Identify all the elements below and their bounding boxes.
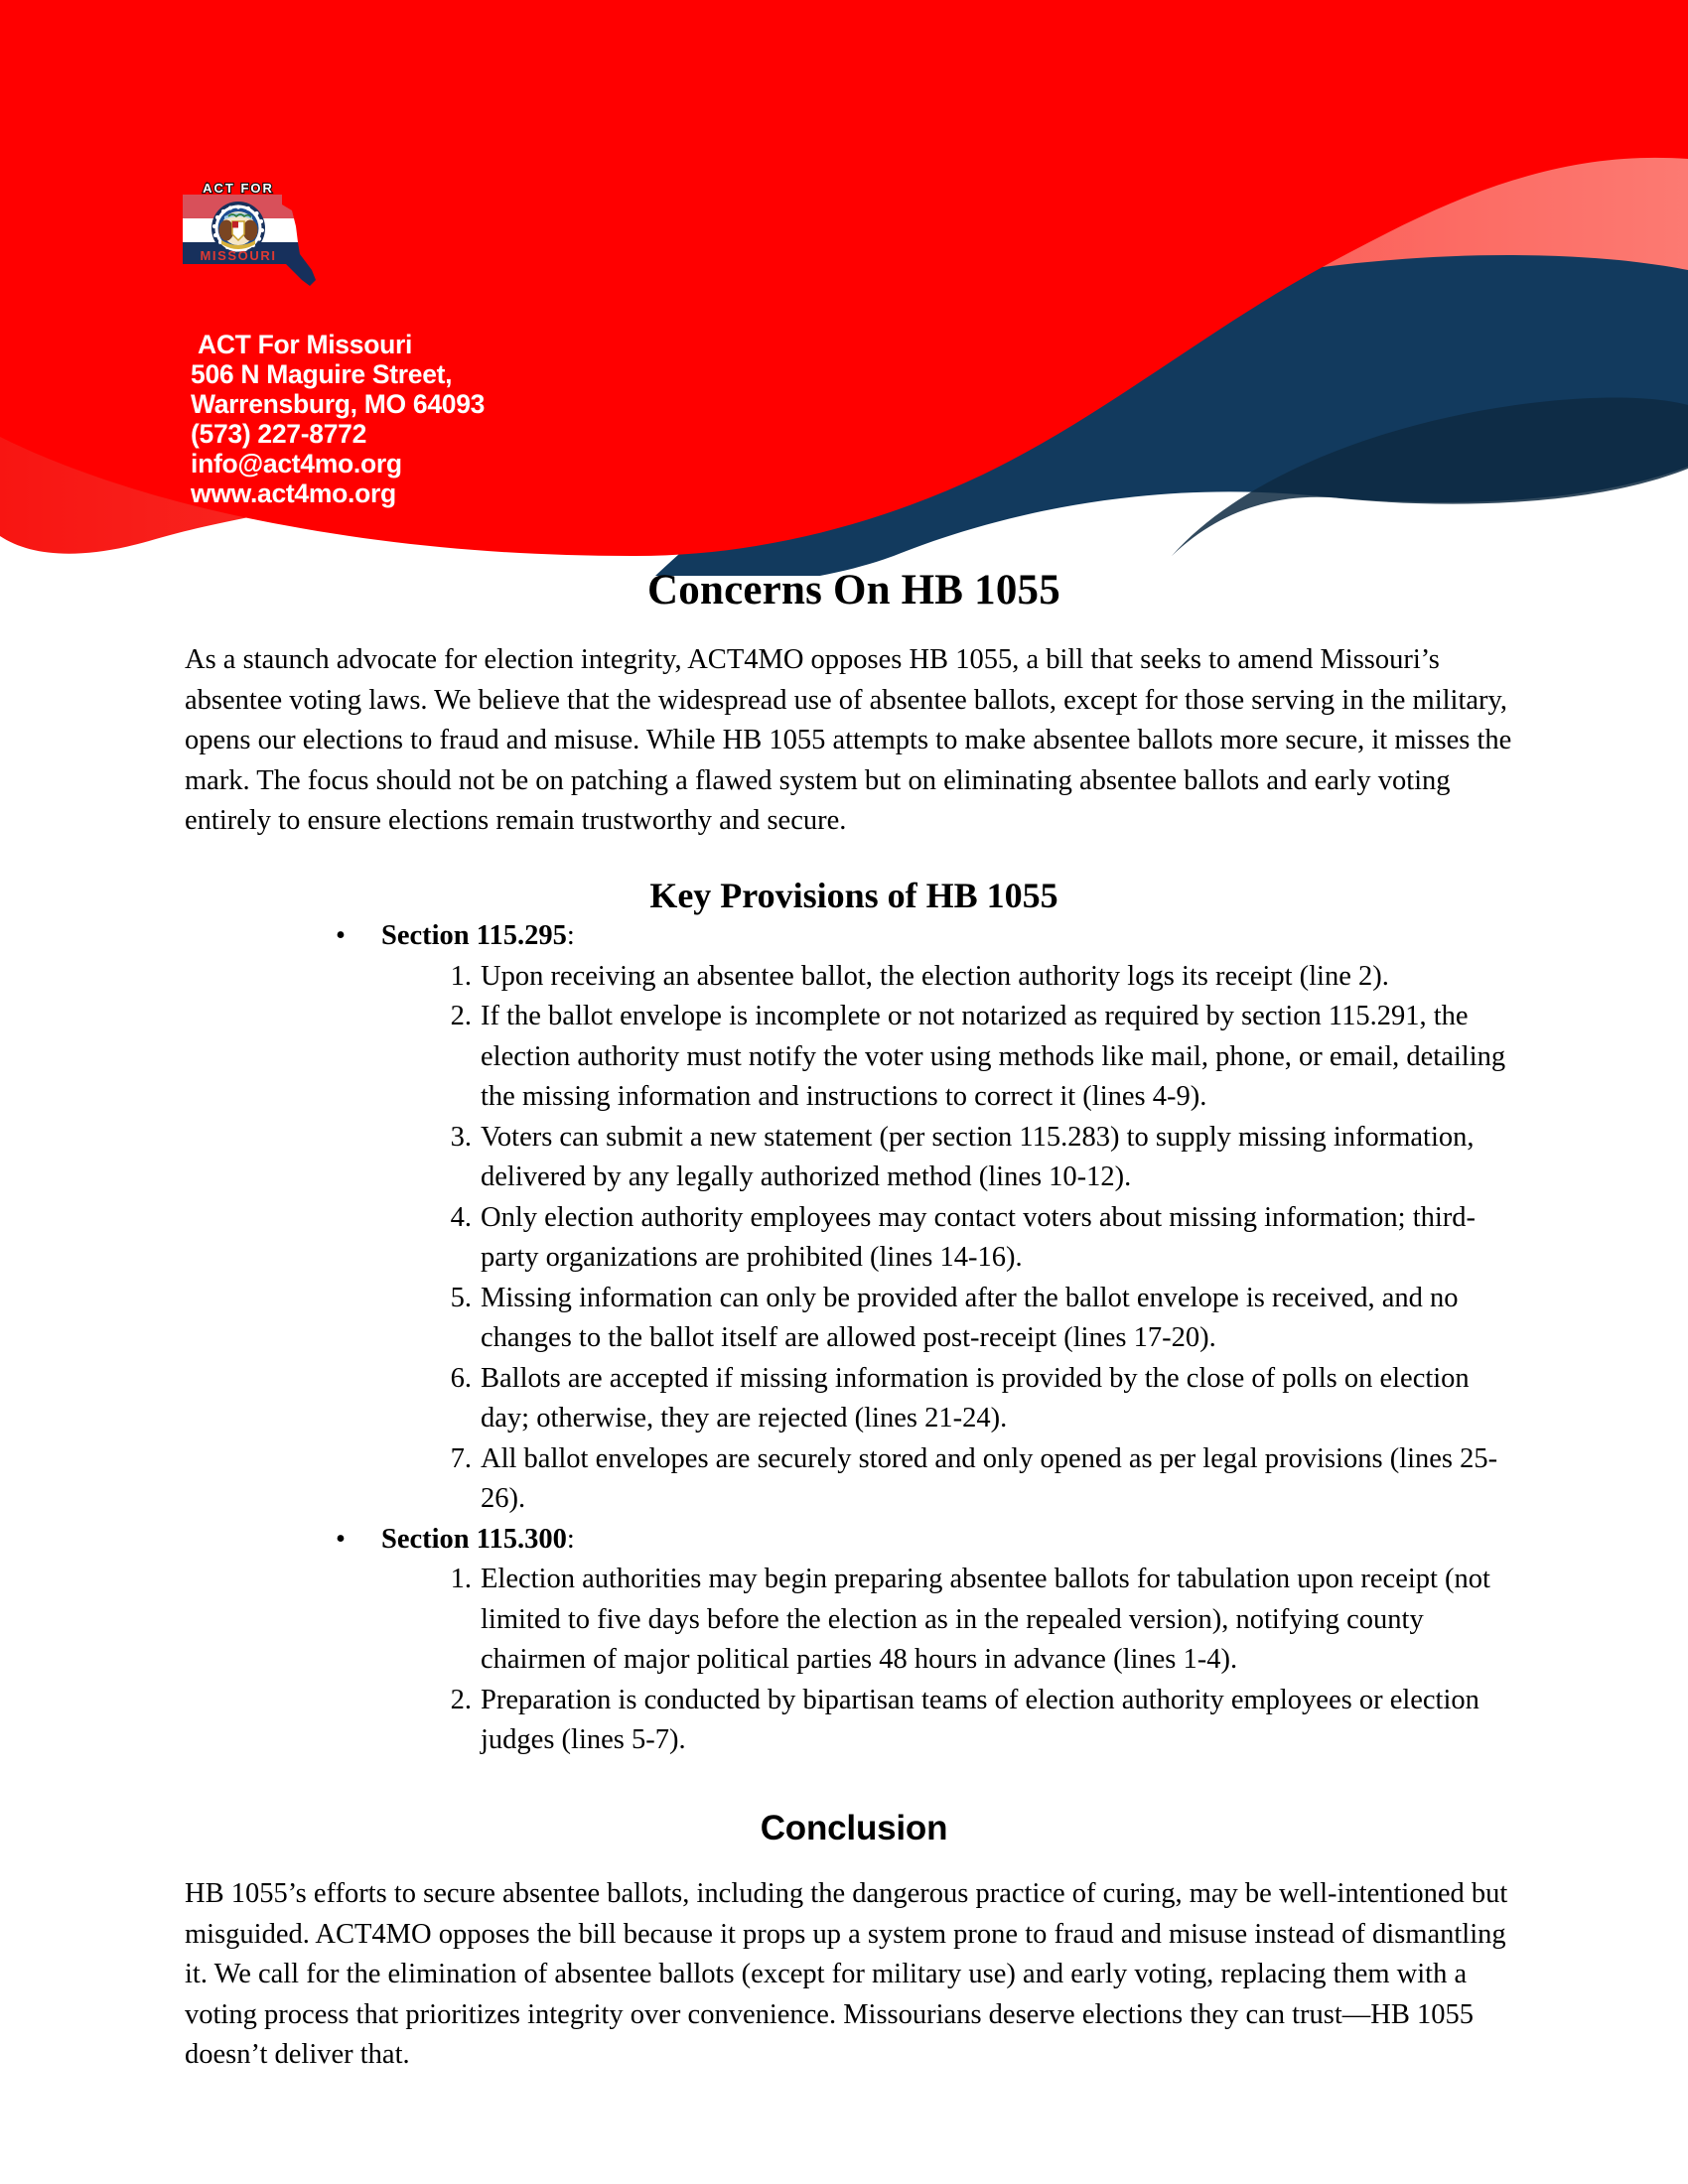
contact-phone[interactable]: (573) 227-8772	[191, 419, 367, 449]
list-item-text: Upon receiving an absentee ballot, the election authority logs its receipt (line 2).	[481, 960, 1389, 992]
document-body	[0, 536, 1688, 2076]
list-item-text: Preparation is conducted by bipartisan teams of election authority employees or election judges (lines 5-7).	[481, 1684, 1479, 1756]
list-item-number: 2.	[450, 1001, 472, 1032]
provision-label-suffix: :	[566, 920, 575, 952]
list-item	[381, 1681, 1523, 1761]
list-item	[381, 997, 1523, 1118]
missouri-state-logo-icon	[175, 181, 334, 298]
list-item-number: 1.	[450, 960, 472, 992]
page-title: Concerns On HB 1055	[647, 567, 1060, 614]
list-item	[381, 1118, 1523, 1198]
list-item	[381, 1439, 1523, 1520]
provision-section-label	[381, 1520, 1523, 1561]
list-item-text: If the ballot envelope is incomplete or not notarized as required by section 115.291, the election authority must notify the voter using methods like mail, phone, or email, detailing the missing information and instructions to correct it (lines 4-9).	[481, 1001, 1506, 1113]
list-item	[381, 1198, 1523, 1279]
logo-act-for-text: ACT FOR	[203, 181, 274, 196]
conclusion-paragraph: HB 1055’s efforts to secure absentee ballots, including the dangerous practice of curing, may be well-intentioned but misguided. ACT4MO opposes the bill because it props up a system prone to fraud and misuse instead of dismantling it. We call for the elimination of absentee ballots (except for military use) and early voting, replacing them with a voting process that prioritizes integrity over convenience. Missourians deserve elections they can trust—HB 1055 doesn’t deliver that.	[185, 1878, 1508, 2071]
list-item-number: 7.	[450, 1442, 472, 1474]
provision-label-suffix: :	[566, 1523, 575, 1555]
list-item-text: Only election authority employees may contact voters about missing information; third-party organizations are prohibited (lines 14-16).	[481, 1201, 1477, 1274]
contact-city-state-zip: Warrensburg, MO 64093	[191, 389, 486, 419]
list-item	[381, 957, 1523, 998]
provision-section-label	[381, 916, 1523, 957]
bullet-icon: •	[336, 920, 346, 952]
missouri-state-seal-icon	[211, 202, 265, 255]
list-item-number: 2.	[450, 1684, 472, 1715]
contact-info-block	[191, 330, 485, 508]
list-item-text: Ballots are accepted if missing information is provided by the close of polls on election day; otherwise, they are rejected (lines 21-24).	[481, 1362, 1470, 1434]
list-item-number: 4.	[450, 1201, 472, 1233]
contact-street: 506 N Maguire Street,	[191, 359, 453, 389]
provision-group	[185, 916, 1523, 1520]
act-for-missouri-logo	[175, 181, 334, 298]
list-item-number: 3.	[450, 1121, 472, 1153]
provision-section-number: Section 115.300	[381, 1523, 567, 1555]
contact-website[interactable]: www.act4mo.org	[191, 478, 396, 508]
header-banner	[0, 0, 1688, 576]
list-item-text: Election authorities may begin preparing absentee ballots for tabulation upon receipt (not limited to five days before the election as in the repealed version), notifying county chairmen of major political parties 48 hours in advance (lines 1-4).	[481, 1564, 1490, 1676]
list-item-text: Missing information can only be provided after the ballot envelope is received, and no changes to the ballot itself are allowed post-receipt (lines 17-20).	[481, 1282, 1459, 1354]
intro-paragraph: As a staunch advocate for election integrity, ACT4MO opposes HB 1055, a bill that seeks to amend Missouri’s absentee voting laws. We believe that the widespread use of absentee ballots, except for those serving in the military, opens our elections to fraud and misuse. While HB 1055 attempts to make absentee ballots more secure, it misses the mark. The focus should not be on patching a flawed system but on eliminating absentee ballots and early voting entirely to ensure elections remain trustworthy and secure.	[185, 644, 1512, 837]
bullet-icon: •	[336, 1523, 346, 1555]
list-item-number: 5.	[450, 1282, 472, 1313]
list-item	[381, 1560, 1523, 1681]
list-item	[381, 1359, 1523, 1439]
conclusion-heading: Conclusion	[760, 1808, 948, 1847]
list-item-text: Voters can submit a new statement (per section 115.283) to supply missing information, delivered by any legally authorized method (lines 10-12).	[481, 1121, 1475, 1193]
provision-section-number: Section 115.295	[381, 920, 567, 952]
provisions-list	[185, 916, 1523, 1761]
provision-group	[185, 1520, 1523, 1761]
contact-org-name: ACT For Missouri	[198, 330, 413, 359]
key-provisions-heading: Key Provisions of HB 1055	[649, 875, 1058, 915]
logo-missouri-text: MISSOURI	[200, 248, 277, 263]
list-item-number: 6.	[450, 1362, 472, 1394]
list-item-text: All ballot envelopes are securely stored and only opened as per legal provisions (lines 25-26).	[481, 1442, 1498, 1515]
contact-email[interactable]: info@act4mo.org	[191, 449, 402, 478]
list-item-number: 1.	[450, 1564, 472, 1595]
list-item	[381, 1279, 1523, 1359]
provision-sub-list	[381, 1560, 1523, 1761]
provision-sub-list	[381, 957, 1523, 1520]
